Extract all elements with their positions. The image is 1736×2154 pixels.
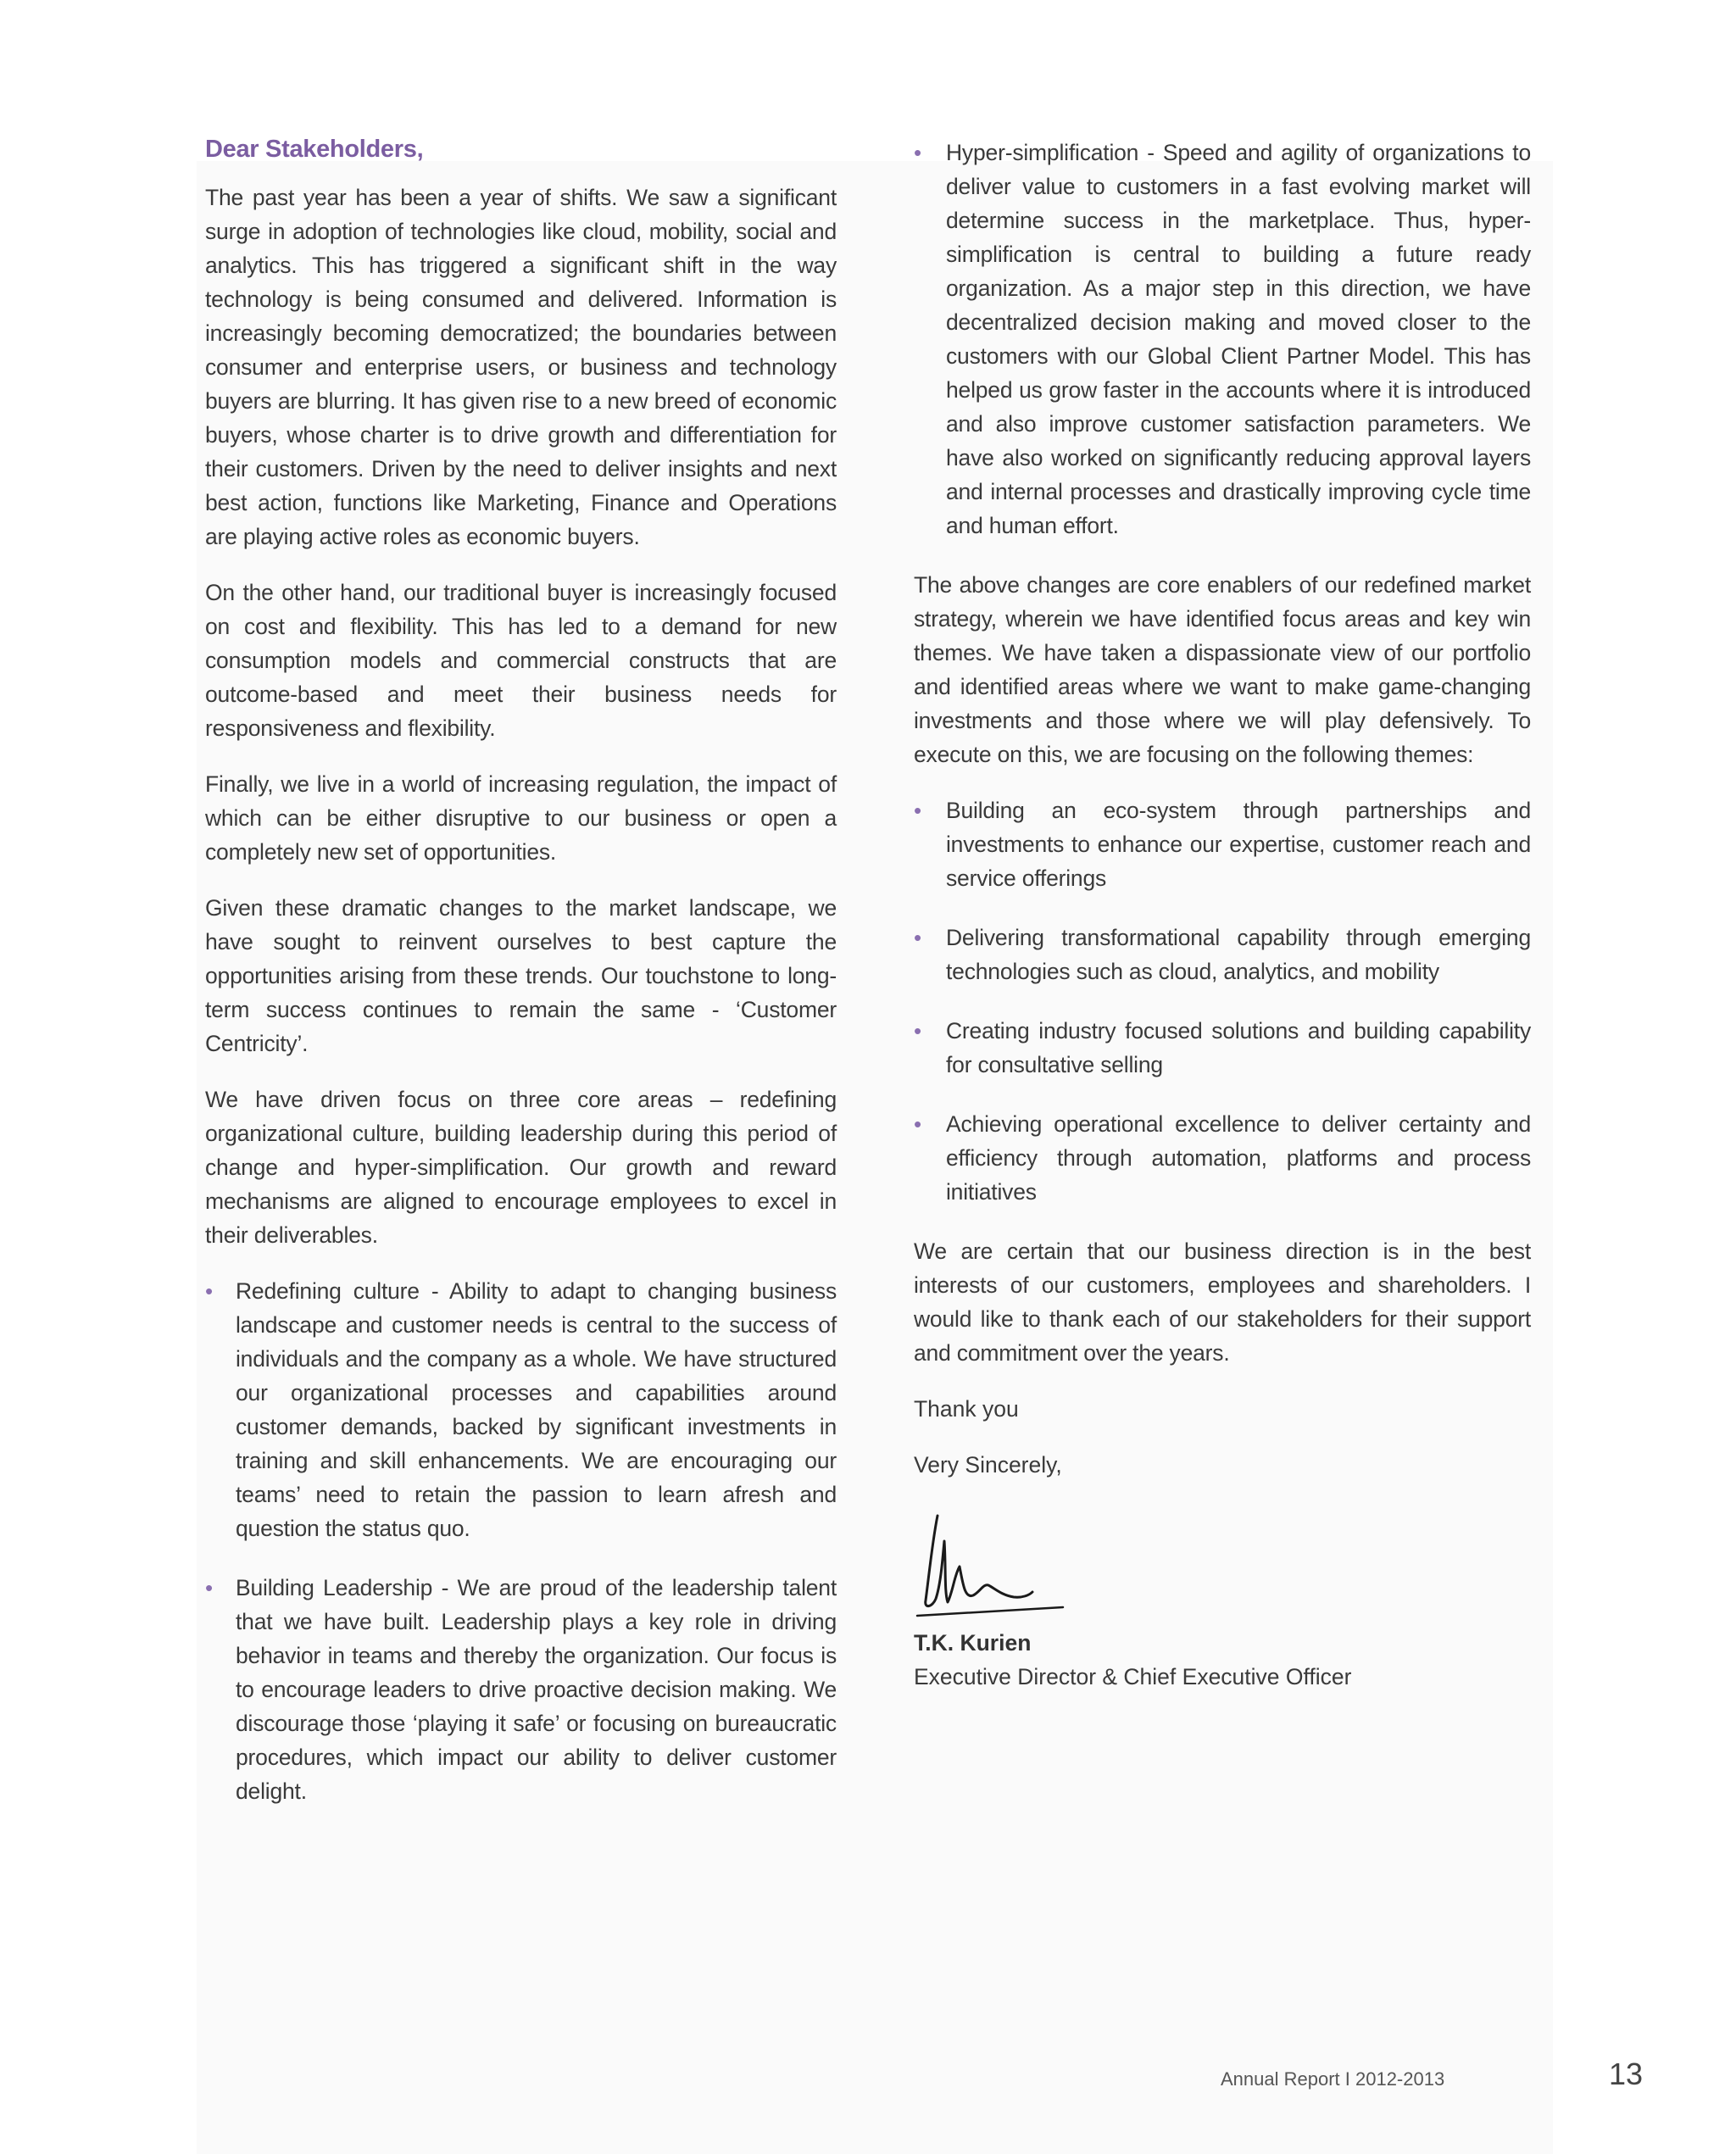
bullet-dot-icon: • xyxy=(914,1111,921,1137)
list-item-text: Building an eco-system through partnerships and investments to enhance our expertise, customer reach and service offerings xyxy=(946,798,1531,891)
paragraph-regulation: Finally, we live in a world of increasing regulation, the impact of which can be either disruptive to our business or open a completely new set of opportunities. xyxy=(205,771,837,865)
paragraph-reinvent: Given these dramatic changes to the market landscape, we have sought to reinvent ourselves to best capture the opportunities arising from these trends. Our touchstone to long-term success continues to remain the same - ‘Customer Centricity’. xyxy=(205,895,837,1056)
core-areas-list xyxy=(205,1274,837,1808)
footer-report-label: Annual Report I 2012-2013 xyxy=(1221,2068,1445,2090)
list-item-text: Delivering transformational capability through emerging technologies such as cloud, analytics, and mobility xyxy=(946,925,1531,984)
sign-off-line: Very Sincerely, xyxy=(914,1452,1062,1478)
list-item-redefining-culture xyxy=(205,1274,837,1545)
paragraph-core-areas: We have driven focus on three core areas – redefining organizational culture, building leadership during this period of change and hyper-simplification. Our growth and reward mechanisms are aligned to encourage employees to excel in their deliverables. xyxy=(205,1087,837,1248)
signer-name: T.K. Kurien xyxy=(914,1630,1032,1656)
bullet-dot-icon: • xyxy=(205,1575,213,1600)
list-item-eco-system xyxy=(914,793,1531,895)
list-item-building-leadership xyxy=(205,1571,837,1808)
bullet-dot-icon: • xyxy=(914,1018,921,1044)
list-item-text: Building Leadership - We are proud of the leadership talent that we have built. Leadership plays a key role in driving behavior in teams and thereby the organization. Our focus is to encourage leaders to drive proactive decision making. We discourage those ‘playing it safe’ or focusing on bureaucratic procedures, which impact our ability to deliver customer delight. xyxy=(236,1575,837,1804)
paragraph-market-strategy: The above changes are core enablers of our redefined market strategy, wherein we have identified focus areas and key win themes. We have taken a dispassionate view of our portfolio and identified areas where we want to make game-changing investments and those where we will play defensively. To execute on this, we are focusing on the following themes: xyxy=(914,572,1531,767)
hyper-simplification-list xyxy=(914,136,1531,543)
page-number: 13 xyxy=(1609,2057,1644,2091)
list-item-text: Achieving operational excellence to deliver certainty and efficiency through automation, platforms and process initiatives xyxy=(946,1111,1531,1205)
left-column xyxy=(205,136,837,1834)
bullet-dot-icon: • xyxy=(914,798,921,823)
themes-list xyxy=(914,793,1531,1209)
bullet-dot-icon: • xyxy=(205,1278,213,1304)
list-item-text: Creating industry focused solutions and building capability for consultative selling xyxy=(946,1018,1531,1077)
paragraph-shifts: The past year has been a year of shifts. We saw a significant surge in adoption of technologies like cloud, mobility, social and analytics. This has triggered a significant shift in the way technology is being consumed and delivered. Information is increasingly becoming democratized; the boundaries between consumer and enterprise users, or business and technology buyers are blurring. It has given rise to a new breed of economic buyers, whose charter is to drive growth and differentiation for their customers. Driven by the need to deliver insights and next best action, functions like Marketing, Finance and Operations are playing active roles as economic buyers. xyxy=(205,185,837,549)
bullet-dot-icon: • xyxy=(914,925,921,950)
right-column xyxy=(914,136,1531,1694)
signer-title: Executive Director & Chief Executive Officer xyxy=(914,1664,1352,1689)
list-item-industry-solutions xyxy=(914,1014,1531,1082)
list-item-text: Redefining culture - Ability to adapt to changing business landscape and customer needs is central to the success of individuals and the company as a whole. We have structured our organizational processes and capabilities around customer demands, backed by significant investments in training and skill enhancements. We are encouraging our teams’ need to retain the passion to learn afresh and question the status quo. xyxy=(236,1278,837,1541)
bullet-dot-icon: • xyxy=(914,140,921,165)
signature-image xyxy=(914,1507,1066,1626)
list-item-transformational-capability xyxy=(914,921,1531,988)
letter-greeting: Dear Stakeholders, xyxy=(205,136,424,163)
paragraph-closing: We are certain that our business direction is in the best interests of our customers, employees and shareholders. I would like to thank each of our stakeholders for their support and commitment over the years. xyxy=(914,1238,1531,1366)
paragraph-traditional-buyer: On the other hand, our traditional buyer is increasingly focused on cost and flexibility. This has led to a demand for new consumption models and commercial constructs that are outcome-based and meet their business needs for responsiveness and flexibility. xyxy=(205,580,837,741)
list-item-hyper-simplification xyxy=(914,136,1531,543)
list-item-operational-excellence xyxy=(914,1107,1531,1209)
thank-you-line: Thank you xyxy=(914,1396,1019,1422)
list-item-text: Hyper-simplification - Speed and agility of organizations to deliver value to customers in a fast evolving market will determine success in the marketplace. Thus, hyper-simplification is central to building a future ready organization. As a major step in this direction, we have decentralized decision making and moved closer to the customers with our Global Client Partner Model. This has helped us grow faster in the accounts where it is introduced and also improve customer satisfaction parameters. We have also worked on significantly reducing approval layers and internal processes and drastically improving cycle time and human effort. xyxy=(946,140,1531,538)
